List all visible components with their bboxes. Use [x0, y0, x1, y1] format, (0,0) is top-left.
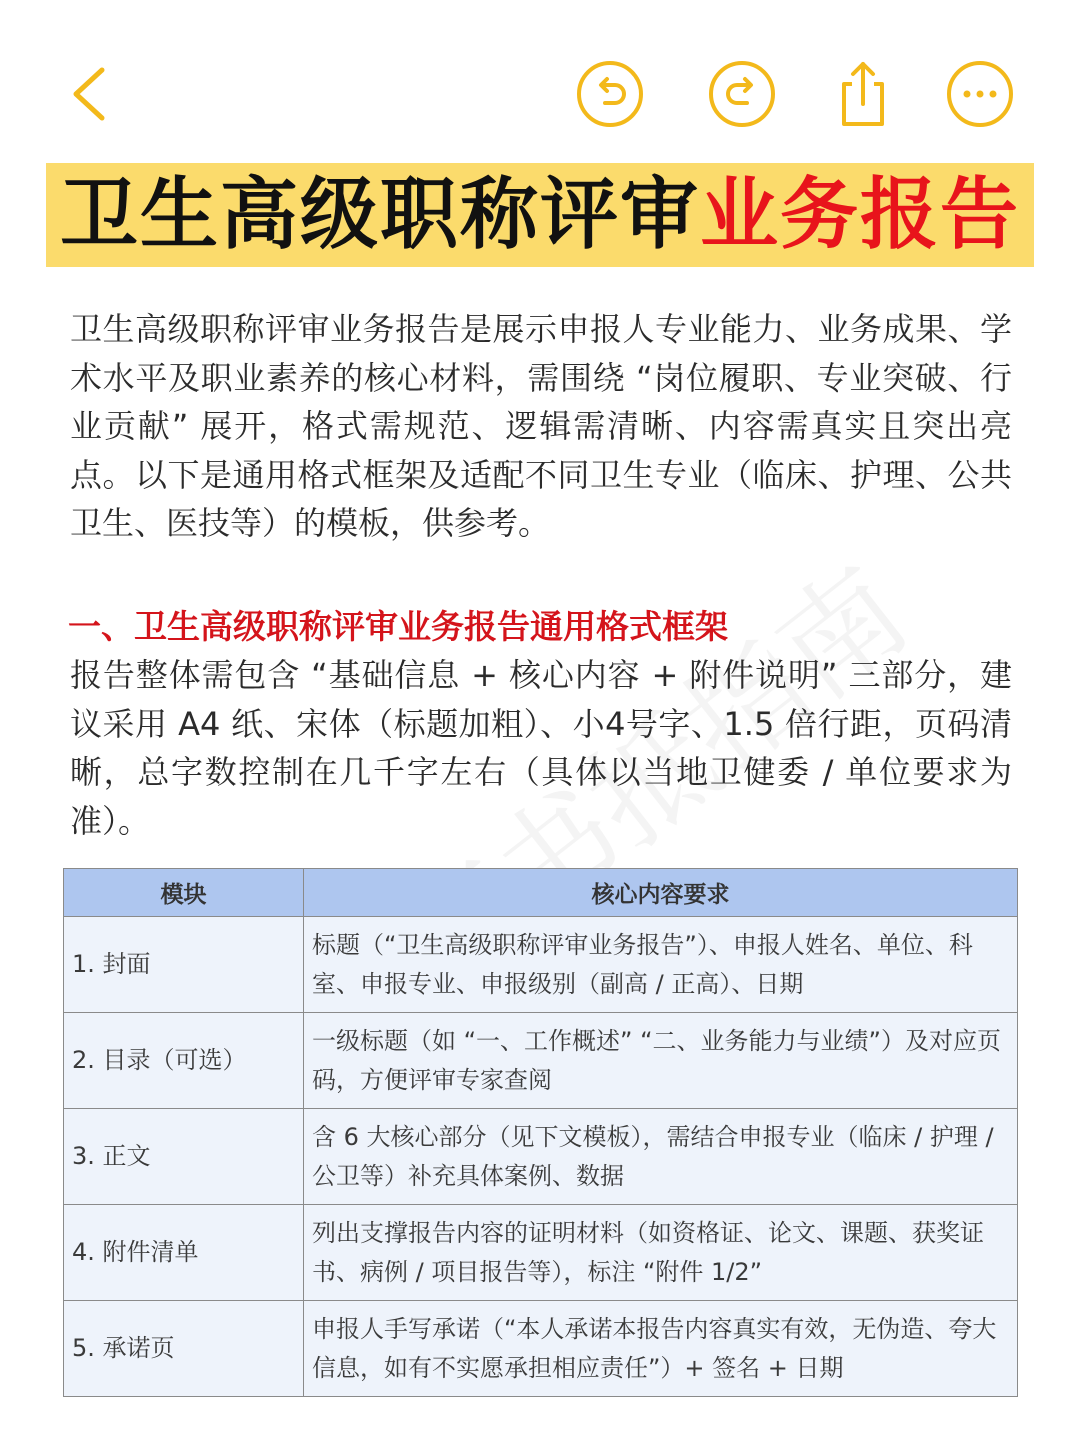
header-module: 模块	[64, 869, 304, 917]
table-row	[64, 917, 1018, 1013]
chevron-left-icon	[66, 64, 110, 124]
share-icon	[832, 58, 892, 130]
title-black-part: 卫生高级职称评审	[59, 170, 700, 260]
back-button[interactable]	[50, 56, 126, 132]
row-module: 1. 封面	[64, 917, 304, 1013]
row-content: 申报人手写承诺（“本人承诺本报告内容真实有效，无伪造、夸大信息，如有不实愿承担相应责任”）+ 签名 + 日期	[304, 1301, 1018, 1397]
row-content: 列出支撑报告内容的证明材料（如资格证、论文、课题、获奖证书、病例 / 项目报告等），标注 “附件 1/2”	[304, 1205, 1018, 1301]
table-row	[64, 1109, 1018, 1205]
row-content: 一级标题（如 “一、工作概述” “二、业务能力与业绩”）及对应页码，方便评审专家查阅	[304, 1013, 1018, 1109]
more-button[interactable]	[942, 56, 1018, 132]
title-red-part: 业务报告	[700, 170, 1021, 260]
page-title	[46, 163, 1034, 267]
table-row	[64, 1205, 1018, 1301]
share-button[interactable]	[824, 56, 900, 132]
table-row	[64, 1301, 1018, 1397]
redo-button[interactable]	[704, 56, 780, 132]
top-toolbar	[0, 56, 1080, 132]
redo-icon	[707, 59, 777, 129]
section-paragraph: 报告整体需包含 “基础信息 + 核心内容 + 附件说明” 三部分，建议采用 A4 纸、宋体（标题加粗）、小4号字、1.5 倍行距，页码清晰，总字数控制在几千字左右（具体以当地卫健委 / 单位要求为准）。	[70, 656, 1012, 840]
table-row	[64, 1013, 1018, 1109]
section-heading: 一、卫生高级职称评审业务报告通用格式框架	[68, 607, 728, 646]
undo-button[interactable]	[572, 56, 648, 132]
row-module: 2. 目录（可选）	[64, 1013, 304, 1109]
row-module: 5. 承诺页	[64, 1301, 304, 1397]
row-content: 标题（“卫生高级职称评审业务报告”）、申报人姓名、单位、科室、申报专业、申报级别（副高 / 正高）、日期	[304, 917, 1018, 1013]
header-content: 核心内容要求	[304, 869, 1018, 917]
undo-icon	[575, 59, 645, 129]
row-module: 3. 正文	[64, 1109, 304, 1205]
more-icon	[945, 59, 1015, 129]
row-module: 4. 附件清单	[64, 1205, 304, 1301]
table-header-row	[64, 869, 1018, 917]
intro-paragraph: 卫生高级职称评审业务报告是展示申报人专业能力、业务成果、学术水平及职业素养的核心材料，需围绕 “岗位履职、专业突破、行业贡献” 展开，格式需规范、逻辑需清晰、内容需真实且突出亮点。以下是通用格式框架及适配不同卫生专业（临床、护理、公共卫生、医技等）的模板，供参考。	[70, 310, 1012, 542]
format-framework-table	[63, 868, 1018, 1397]
row-content: 含 6 大核心部分（见下文模板），需结合申报专业（临床 / 护理 / 公卫等）补充具体案例、数据	[304, 1109, 1018, 1205]
